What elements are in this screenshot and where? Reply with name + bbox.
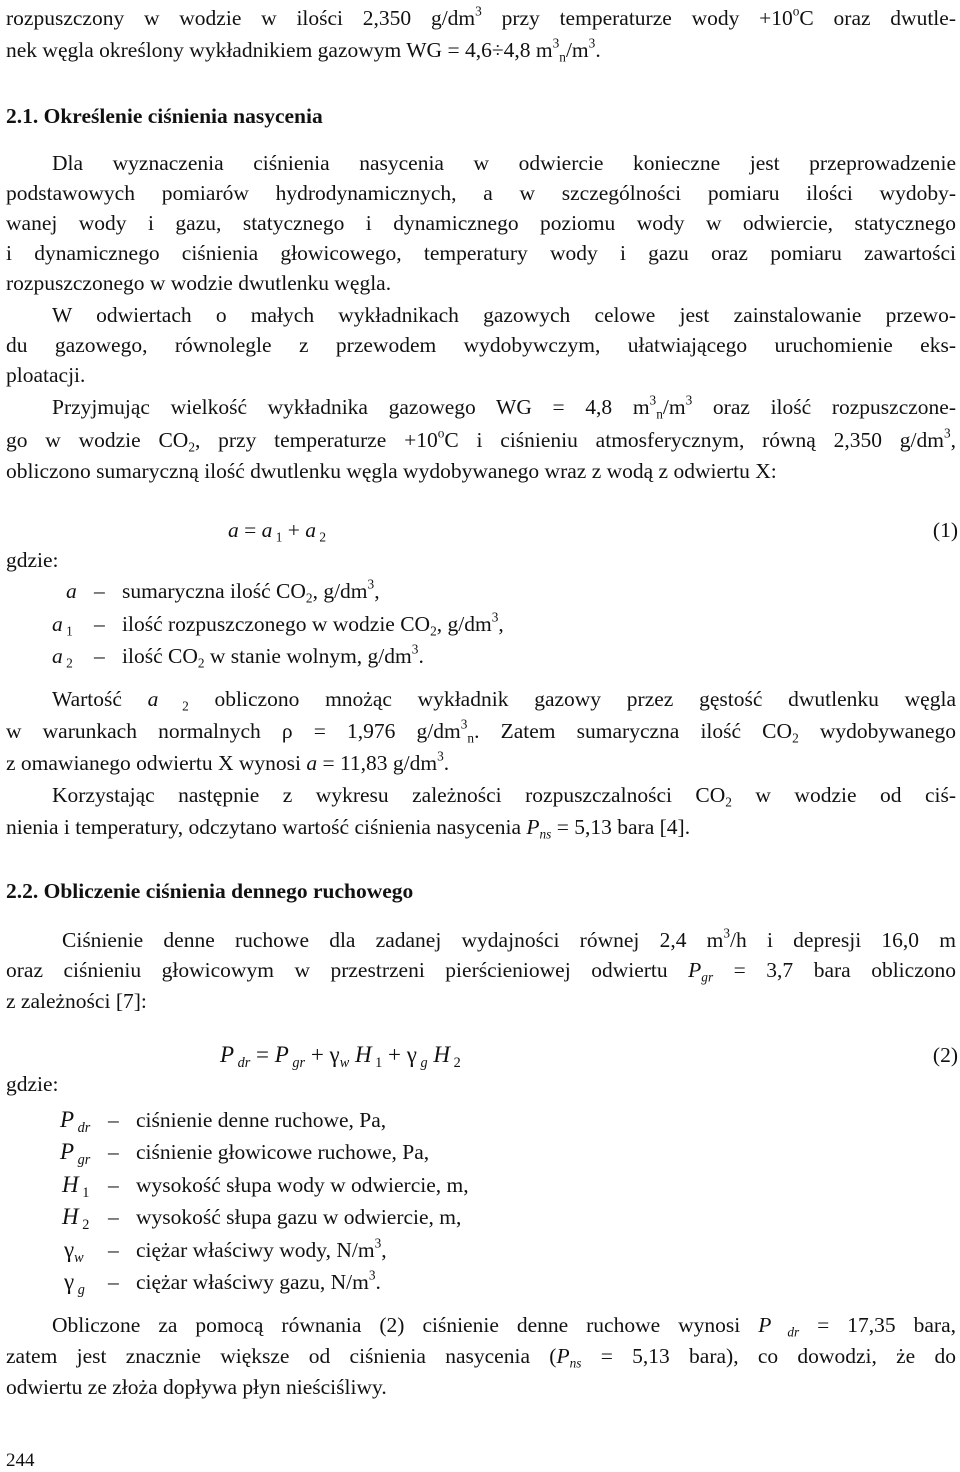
equation-2-number: (2) bbox=[932, 1043, 958, 1067]
paragraph-line: Obliczone za pomocą równania (2) ciśnienie denne ruchowe wynosi P $_{dr}$ = 17,35 bara, bbox=[52, 1313, 956, 1340]
paragraph-line: wanej wody i gazu, statycznego i dynamicznego poziomu wody w odwiercie, statycznego bbox=[6, 211, 956, 235]
paragraph-line: Korzystając następnie z wykresu zależności rozpuszczalności $CO_2$ w wodzie od ciś- bbox=[52, 783, 956, 810]
equation-2: P $_{dr}$ = P $_{gr} + \gamma_w$ H $_1$ + γ $_g$ H $_2$ bbox=[220, 1042, 461, 1071]
paragraph-line: zatem jest znacznie większe od ciśnienia nasycenia ($P_{ns} = 5,13$ bara), co dowodzi, że do bbox=[6, 1344, 956, 1371]
paragraph-line: oraz ciśnieniu głowicowym w przestrzeni pierścieniowej odwiertu $P_{gr} = 3,7$ bara obliczono bbox=[6, 958, 956, 985]
paragraph-line: ploatacji. bbox=[6, 363, 86, 387]
definition-gamma-g: ciężar właściwy gazu, $N/m^3$. bbox=[136, 1267, 381, 1294]
dash: – bbox=[94, 644, 105, 668]
definition-a: sumaryczna ilość $CO_2$, $g/dm^3$, bbox=[122, 576, 380, 606]
paragraph-line: nienia i temperatury, odczytano wartość ciśnienia nasycenia $P_{ns} = 5,13$ bara [4]. bbox=[6, 815, 691, 842]
dash: – bbox=[108, 1173, 119, 1197]
section-heading-2-1: 2.1. Określenie ciśnienia nasycenia bbox=[6, 104, 323, 128]
paragraph-line: z zależności [7]: bbox=[6, 989, 147, 1013]
paragraph-line: rozpuszczonego w wodzie dwutlenku węgla. bbox=[6, 271, 392, 295]
dash: – bbox=[108, 1205, 119, 1229]
definition-h2: wysokość słupa gazu w odwiercie, m, bbox=[136, 1205, 462, 1229]
paragraph-line: podstawowych pomiarów hydrodynamicznych, a w szczególności pomiaru ilości wydoby- bbox=[6, 181, 956, 205]
dash: – bbox=[94, 579, 105, 603]
paragraph-line: Przyjmując wielkość wykładnika gazowego WG = 4,8 $m^3_n/m^3$ oraz ilość rozpuszczone- bbox=[52, 392, 956, 422]
symbol-a: a bbox=[66, 579, 77, 603]
symbol-gamma-g: γ $_g$ bbox=[64, 1269, 85, 1298]
symbol-pgr: P $_{gr}$ bbox=[60, 1139, 91, 1168]
paragraph-line: Dla wyznaczenia ciśnienia nasycenia w odwiercie konieczne jest przeprowadzenie bbox=[52, 151, 956, 175]
equation-1-number: (1) bbox=[932, 518, 958, 542]
gdzie-label: gdzie: bbox=[6, 548, 59, 572]
definition-pgr: ciśnienie głowicowe ruchowe, Pa, bbox=[136, 1140, 430, 1164]
page-number: 244 bbox=[6, 1450, 35, 1471]
definition-gamma-w: ciężar właściwy wody, $N/m^3$, bbox=[136, 1235, 387, 1262]
symbol-h1: H $_1$ bbox=[62, 1172, 90, 1201]
definition-h1: wysokość słupa wody w odwiercie, m, bbox=[136, 1173, 469, 1197]
paragraph-line: Wartość a $_2$ obliczono mnożąc wykładnik gazowy przez gęstość dwutlenku węgla bbox=[52, 687, 956, 714]
dash: – bbox=[108, 1238, 119, 1262]
dash: – bbox=[94, 612, 105, 636]
paragraph-line: i dynamicznego ciśnienia głowicowego, temperatury wody i gazu oraz pomiaru zawartości bbox=[6, 241, 956, 265]
gdzie-label: gdzie: bbox=[6, 1072, 59, 1096]
paragraph-line: odwiertu ze złoża dopływa płyn nieściśliwy. bbox=[6, 1375, 387, 1399]
symbol-gamma-w: $\gamma_w$ bbox=[64, 1237, 84, 1266]
paragraph-line: z omawianego odwiertu X wynosi a = 11,83 $g/dm^3$. bbox=[6, 748, 450, 775]
paragraph-line: du gazowego, równolegle z przewodem wydobywczym, ułatwiającego uruchomienie eks- bbox=[6, 333, 956, 357]
symbol-a2: a $_2$ bbox=[52, 644, 73, 671]
definition-pdr: ciśnienie denne ruchowe, Pa, bbox=[136, 1108, 387, 1132]
intro-line-1: rozpuszczony w wodzie w ilości 2,350 $g/dm^3$ przy temperaturze wody $+10^oC$ oraz dwutle- bbox=[6, 3, 956, 30]
dash: – bbox=[108, 1270, 119, 1294]
paragraph-line: obliczono sumaryczną ilość dwutlenku węgla wydobywanego wraz z wodą z odwiertu X: bbox=[6, 459, 777, 483]
paragraph-line: w warunkach normalnych ρ = 1,976 $g/dm^3_n$. Zatem sumaryczna ilość $CO_2$ wydobywanego bbox=[6, 716, 957, 746]
symbol-h2: H $_2$ bbox=[62, 1204, 90, 1233]
paragraph-line: go w wodzie $CO_2$, przy temperaturze $+10^oC$ i ciśnieniu atmosferycznym, równą 2,350 $g/dm^3$, bbox=[6, 425, 957, 455]
paragraph-line: W odwiertach o małych wykładnikach gazowych celowe jest zainstalowanie przewo- bbox=[52, 303, 956, 327]
definition-a1: ilość rozpuszczonego w wodzie $CO_2$, $g/dm^3$, bbox=[122, 609, 504, 639]
dash: – bbox=[108, 1108, 119, 1132]
symbol-pdr: P $_{dr}$ bbox=[60, 1107, 91, 1136]
equation-1: a = a $_1$ + a $_2$ bbox=[228, 518, 327, 545]
dash: – bbox=[108, 1140, 119, 1164]
intro-line-2: nek węgla określony wykładnikiem gazowym WG = 4,6÷4,8 $m^3_n/m^3$. bbox=[6, 35, 601, 65]
definition-a2: ilość $CO_2$ w stanie wolnym, $g/dm^3$. bbox=[122, 641, 424, 671]
symbol-a1: a $_1$ bbox=[52, 612, 73, 639]
section-heading-2-2: 2.2. Obliczenie ciśnienia dennego ruchowego bbox=[6, 879, 414, 903]
paragraph-line: Ciśnienie denne ruchowe dla zadanej wydajności równej 2,4 $m^3/h$ i depresji 16,0 m bbox=[62, 925, 956, 952]
